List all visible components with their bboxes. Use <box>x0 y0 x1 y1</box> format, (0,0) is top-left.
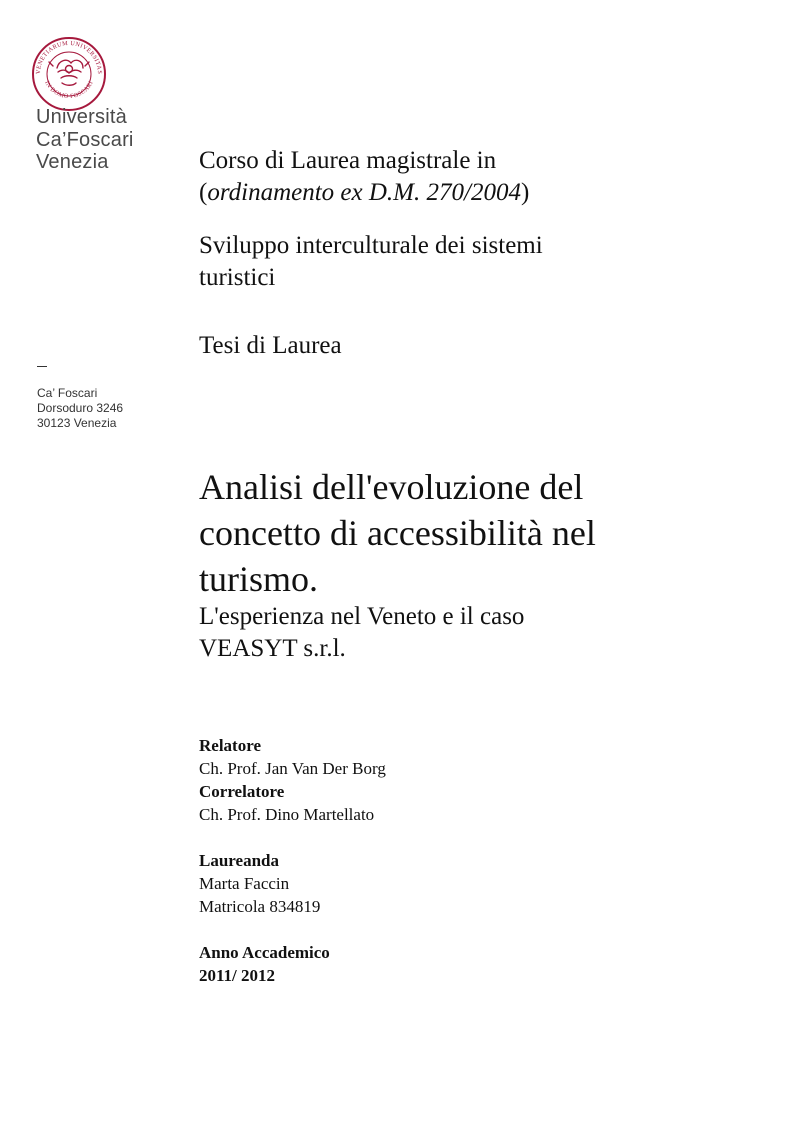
course-line-2 <box>199 177 769 209</box>
course-ordinamento: ordinamento ex D.M. 270/2004 <box>207 179 521 206</box>
title-line-3: turismo. <box>199 559 319 599</box>
anno-label: Anno Accademico <box>199 943 330 962</box>
course-open-paren: ( <box>199 179 208 206</box>
course-heading <box>199 145 769 209</box>
seal-text-top: VENETIARUM UNIVERSITAS <box>34 39 104 75</box>
university-name-line-2: Ca’Foscari <box>36 128 134 151</box>
matricola: Matricola 834819 <box>199 897 321 916</box>
seal-text-bottom: IN DOMO FOSCARI <box>43 79 95 101</box>
title-line-2: concetto di accessibilità nel <box>199 513 596 553</box>
spacer <box>199 826 599 849</box>
svg-text:VENETIARUM UNIVERSITAS <box>35 40 103 75</box>
spacer <box>199 918 599 941</box>
address-line-3: 30123 Venezia <box>37 416 117 430</box>
address-line-1: Ca’ Foscari <box>37 386 98 400</box>
university-name-line-1: Università <box>36 106 127 128</box>
address-separator <box>37 366 47 367</box>
program-line-2: turistici <box>199 264 276 291</box>
course-close-paren: ) <box>520 179 530 206</box>
course-line-1: Corso di Laurea magistrale in <box>199 147 497 174</box>
thesis-people <box>199 734 599 987</box>
thesis-type: Tesi di Laurea <box>199 332 342 359</box>
subtitle-line-2: VEASYT s.r.l. <box>199 635 346 662</box>
university-name-line-3: Venezia <box>36 151 109 173</box>
relatore-name: Ch. Prof. Jan Van Der Borg <box>199 759 386 778</box>
thesis-subtitle <box>199 601 769 665</box>
relatore-label: Relatore <box>199 736 261 755</box>
program-name <box>199 230 769 294</box>
title-line-1: Analisi dell'evoluzione del <box>199 467 584 507</box>
program-line-1: Sviluppo interculturale dei sistemi <box>199 232 543 259</box>
thesis-title <box>199 464 769 602</box>
lion-seal-icon <box>31 36 107 112</box>
laureanda-label: Laureanda <box>199 851 279 870</box>
university-name <box>36 106 134 174</box>
anno-value: 2011/ 2012 <box>199 966 276 985</box>
subtitle-line-1: L'esperienza nel Veneto e il caso <box>199 603 525 630</box>
correlatore-label: Correlatore <box>199 782 285 801</box>
university-address <box>37 386 123 431</box>
address-line-2: Dorsoduro 3246 <box>37 401 124 415</box>
university-seal-logo <box>31 36 107 112</box>
laureanda-name: Marta Faccin <box>199 874 290 893</box>
svg-text:IN DOMO FOSCARI <box>43 80 95 100</box>
correlatore-name: Ch. Prof. Dino Martellato <box>199 805 375 824</box>
